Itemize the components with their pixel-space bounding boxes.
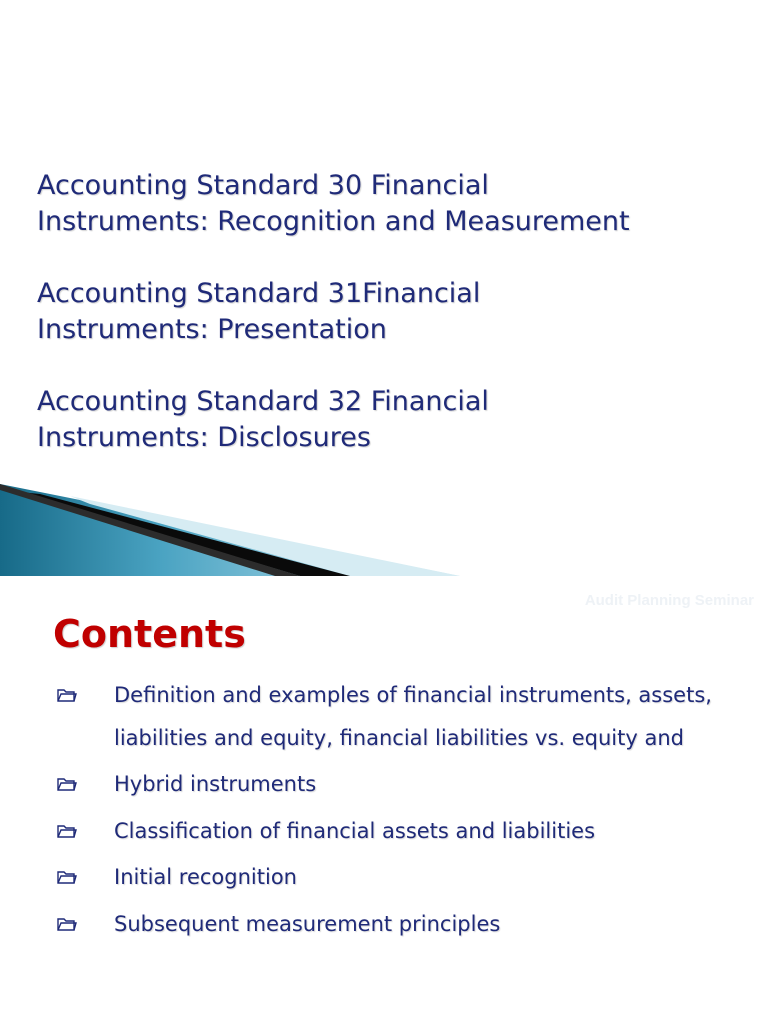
- title-list: [37, 168, 737, 492]
- list-item: [0, 763, 768, 806]
- list-item-text: Hybrid instruments: [114, 772, 317, 796]
- list-item-text: Definition and examples of financial instruments, assets, liabilities and equity, financial liabilities vs. equity and: [114, 683, 712, 750]
- list-item: [0, 903, 768, 946]
- footer-watermark: Audit Planning Seminar: [584, 592, 754, 609]
- folder-icon: [57, 777, 77, 791]
- contents-list: [0, 674, 768, 949]
- title-as30: Accounting Standard 30 Financial Instruments: Recognition and Measurement: [37, 170, 630, 237]
- contents-heading: Contents: [53, 612, 246, 656]
- folder-icon: [57, 917, 77, 931]
- folder-icon: [57, 688, 77, 702]
- folder-icon: [57, 824, 77, 838]
- list-item: [0, 856, 768, 899]
- list-item-text: Classification of financial assets and liabilities: [114, 818, 596, 843]
- title-as31: Accounting Standard 31Financial Instruments: Presentation: [37, 278, 481, 345]
- swoosh-decoration: [0, 484, 768, 576]
- title-as32: Accounting Standard 32 Financial Instruments: Disclosures: [37, 386, 489, 453]
- list-item-text: Subsequent measurement principles: [114, 911, 501, 936]
- folder-icon: [57, 870, 77, 884]
- list-item-text: Initial recognition: [114, 865, 297, 889]
- list-item: [0, 674, 768, 759]
- list-item: [0, 810, 768, 853]
